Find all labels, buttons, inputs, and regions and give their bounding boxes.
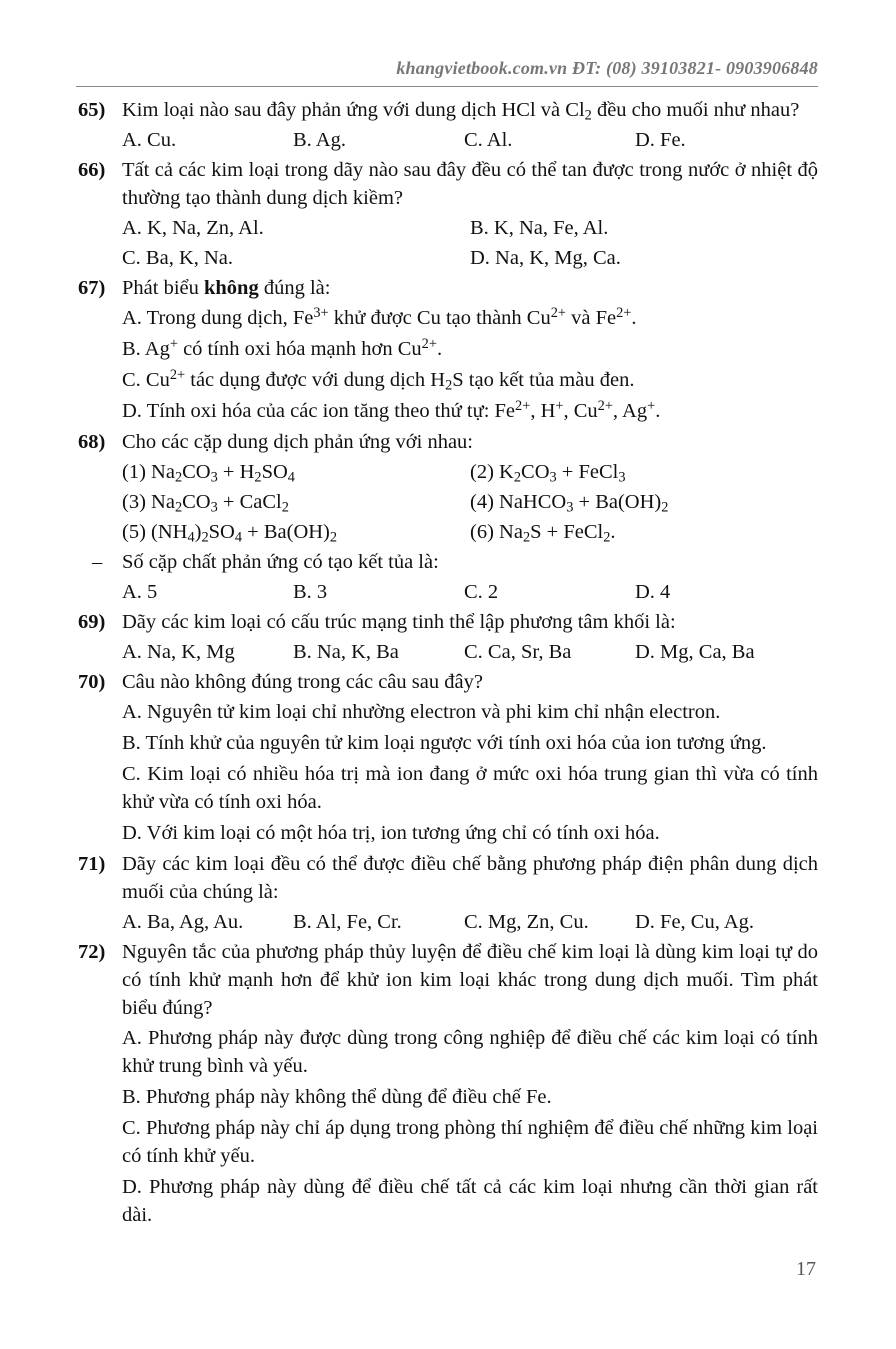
option-c: C. Ca, Sr, Ba — [464, 641, 572, 663]
question-stem: Câu nào không đúng trong các câu sau đây? — [122, 671, 483, 693]
options-row — [122, 908, 818, 936]
page-number: 17 — [796, 1258, 816, 1280]
question-number: 66) — [78, 159, 106, 181]
option-b: B. Ag+ có tính oxi hóa mạnh hơn $Cu^{2+}$. — [122, 335, 443, 360]
option-a: A. K, Na, Zn, Al. — [122, 217, 264, 239]
question-70 — [78, 668, 818, 847]
pairs-row — [122, 518, 818, 546]
option-c: C. Mg, Zn, Cu. — [464, 911, 589, 933]
option-d: D. Phương pháp này dùng để điều chế tất cả các kim loại nhưng cần thời gian rất dài. — [122, 1176, 818, 1226]
option-d: D. Với kim loại có một hóa trị, ion tương ứng chỉ có tính oxi hóa. — [122, 822, 660, 844]
option-a: A. Trong dung dịch, $Fe^{3+}$ khử được Cu tạo thành $Cu^{2+}$ và $Fe^{2+}$. — [122, 304, 637, 329]
option-a: A. Nguyên tử kim loại chỉ nhường electron và phi kim chỉ nhận electron. — [122, 701, 721, 723]
question-68 — [78, 428, 818, 546]
option-d: D. 4 — [635, 581, 671, 603]
dash-marker: – — [92, 551, 103, 573]
question-number: 70) — [78, 671, 106, 693]
question-stem: Phát biểu không đúng là: — [122, 277, 331, 299]
reaction-pair-4: (4) NaHCO$_3$ + $Ba(OH)_2$ — [470, 491, 669, 516]
option-c: C. Al. — [464, 129, 513, 151]
option-b: B. 3 — [293, 581, 328, 603]
reaction-pair-5: (5) $(NH_4)_2SO_4 + Ba(OH)_2$ — [122, 521, 338, 546]
options-row — [122, 126, 818, 154]
option-b: B. Na, K, Ba — [293, 641, 399, 663]
option-b: B. Tính khử của nguyên tử kim loại ngược với tính oxi hóa của ion tương ứng. — [122, 732, 767, 754]
option-d: D. Fe. — [635, 129, 686, 151]
question-number: 68) — [78, 431, 106, 453]
option-a: A. Na, K, Mg — [122, 641, 235, 663]
reaction-pair-2: (2) $K_2CO_3$ + FeCl$_3$ — [470, 461, 626, 486]
question-stem: Dãy các kim loại đều có thể được điều chế bằng phương pháp điện phân dung dịch muối của chúng là: — [122, 853, 818, 903]
question-stem: Nguyên tắc của phương pháp thủy luyện để điều chế kim loại là dùng kim loại tự do có tính khử mạnh hơn để khử ion kim loại khác trong dung dịch muối. Tìm phát biểu đúng? — [122, 941, 818, 1019]
reaction-pair-1: (1) $Na_2CO_3 + H_2SO_4$ — [122, 461, 295, 486]
options-row — [122, 244, 818, 272]
option-a: A. Cu. — [122, 129, 177, 151]
option-a: A. 5 — [122, 581, 158, 603]
options-row — [122, 578, 818, 606]
pairs-row — [122, 458, 818, 486]
sub-question — [78, 548, 818, 576]
option-d: D. Tính oxi hóa của các ion tăng theo thứ tự: $Fe^{2+}$, H+, $Cu^{2+}$, Ag+. — [122, 397, 661, 422]
question-list — [78, 96, 818, 1232]
question-71 — [78, 850, 818, 936]
pairs-row — [122, 488, 818, 516]
question-stem: Dãy các kim loại có cấu trúc mạng tinh thể lập phương tâm khối là: — [122, 611, 676, 633]
option-c: C. Phương pháp này chỉ áp dụng trong phòng thí nghiệm để điều chế những kim loại có tính khử yếu. — [122, 1117, 818, 1167]
option-d: D. Mg, Ca, Ba — [635, 641, 755, 663]
question-number: 71) — [78, 853, 106, 875]
option-d: D. Fe, Cu, Ag. — [635, 911, 755, 933]
reaction-pair-3: (3) $Na_2CO_3$ + CaCl$_2$ — [122, 491, 289, 516]
option-c: C. $Cu^{2+}$ tác dụng được với dung dịch $H_2S$ tạo kết tủa màu đen. — [122, 366, 635, 394]
question-69 — [78, 608, 818, 666]
question-stem: Kim loại nào sau đây phản ứng với dung dịch HCl và $Cl_2$ đều cho muối như nhau? — [122, 99, 800, 124]
question-number: 69) — [78, 611, 106, 633]
question-68-options — [78, 578, 818, 606]
question-72 — [78, 938, 818, 1229]
option-b: B. Ag. — [293, 129, 346, 151]
option-c: C. 2 — [464, 581, 499, 603]
header-divider — [76, 86, 818, 87]
question-number: 67) — [78, 277, 106, 299]
sub-question-text: Số cặp chất phản ứng có tạo kết tủa là: — [122, 551, 439, 573]
question-66 — [78, 156, 818, 272]
option-b: B. Al, Fe, Cr. — [293, 911, 402, 933]
reaction-pair-6: (6) $Na_2S$ + FeCl$_2$. — [470, 521, 616, 546]
option-c: C. Ba, K, Na. — [122, 247, 234, 269]
question-number: 72) — [78, 941, 106, 963]
question-67 — [78, 274, 818, 425]
option-c: C. Kim loại có nhiều hóa trị mà ion đang ở mức oxi hóa trung gian thì vừa có tính khử vừa có tính oxi hóa. — [122, 763, 818, 813]
option-a: A. Phương pháp này được dùng trong công nghiệp để điều chế các kim loại có tính khử trung bình và yếu. — [122, 1027, 818, 1077]
question-65 — [78, 96, 818, 154]
options-row — [122, 638, 818, 666]
options-row — [122, 214, 818, 242]
question-number: 65) — [78, 99, 106, 121]
option-b: B. Phương pháp này không thể dùng để điều chế Fe. — [122, 1086, 552, 1108]
question-stem: Tất cả các kim loại trong dãy nào sau đây đều có thể tan được trong nước ở nhiệt độ thường tạo thành dung dịch kiềm? — [122, 159, 818, 209]
option-b: B. K, Na, Fe, Al. — [470, 217, 609, 239]
option-d: D. Na, K, Mg, Ca. — [470, 247, 621, 269]
option-a: A. Ba, Ag, Au. — [122, 911, 244, 933]
page-header: khangvietbook.com.vn ĐT: (08) 39103821- 0903906848 — [396, 58, 818, 78]
question-stem: Cho các cặp dung dịch phản ứng với nhau: — [122, 431, 474, 453]
